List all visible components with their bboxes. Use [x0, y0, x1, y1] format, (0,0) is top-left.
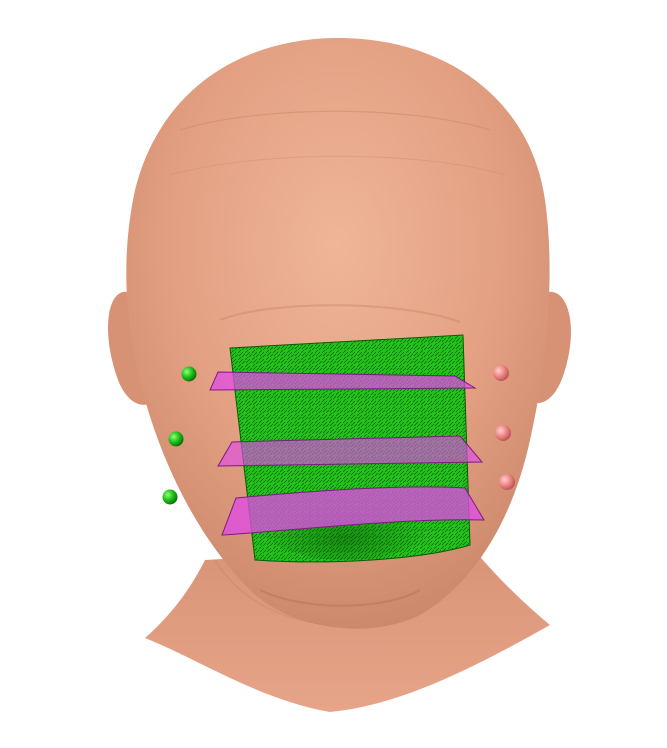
landmark-left-2 — [169, 432, 184, 447]
landmark-left-1 — [182, 367, 197, 382]
landmark-right-1 — [493, 365, 509, 381]
landmark-right-3 — [499, 474, 515, 490]
landmark-left-3 — [163, 490, 178, 505]
landmark-right-2 — [495, 425, 511, 441]
